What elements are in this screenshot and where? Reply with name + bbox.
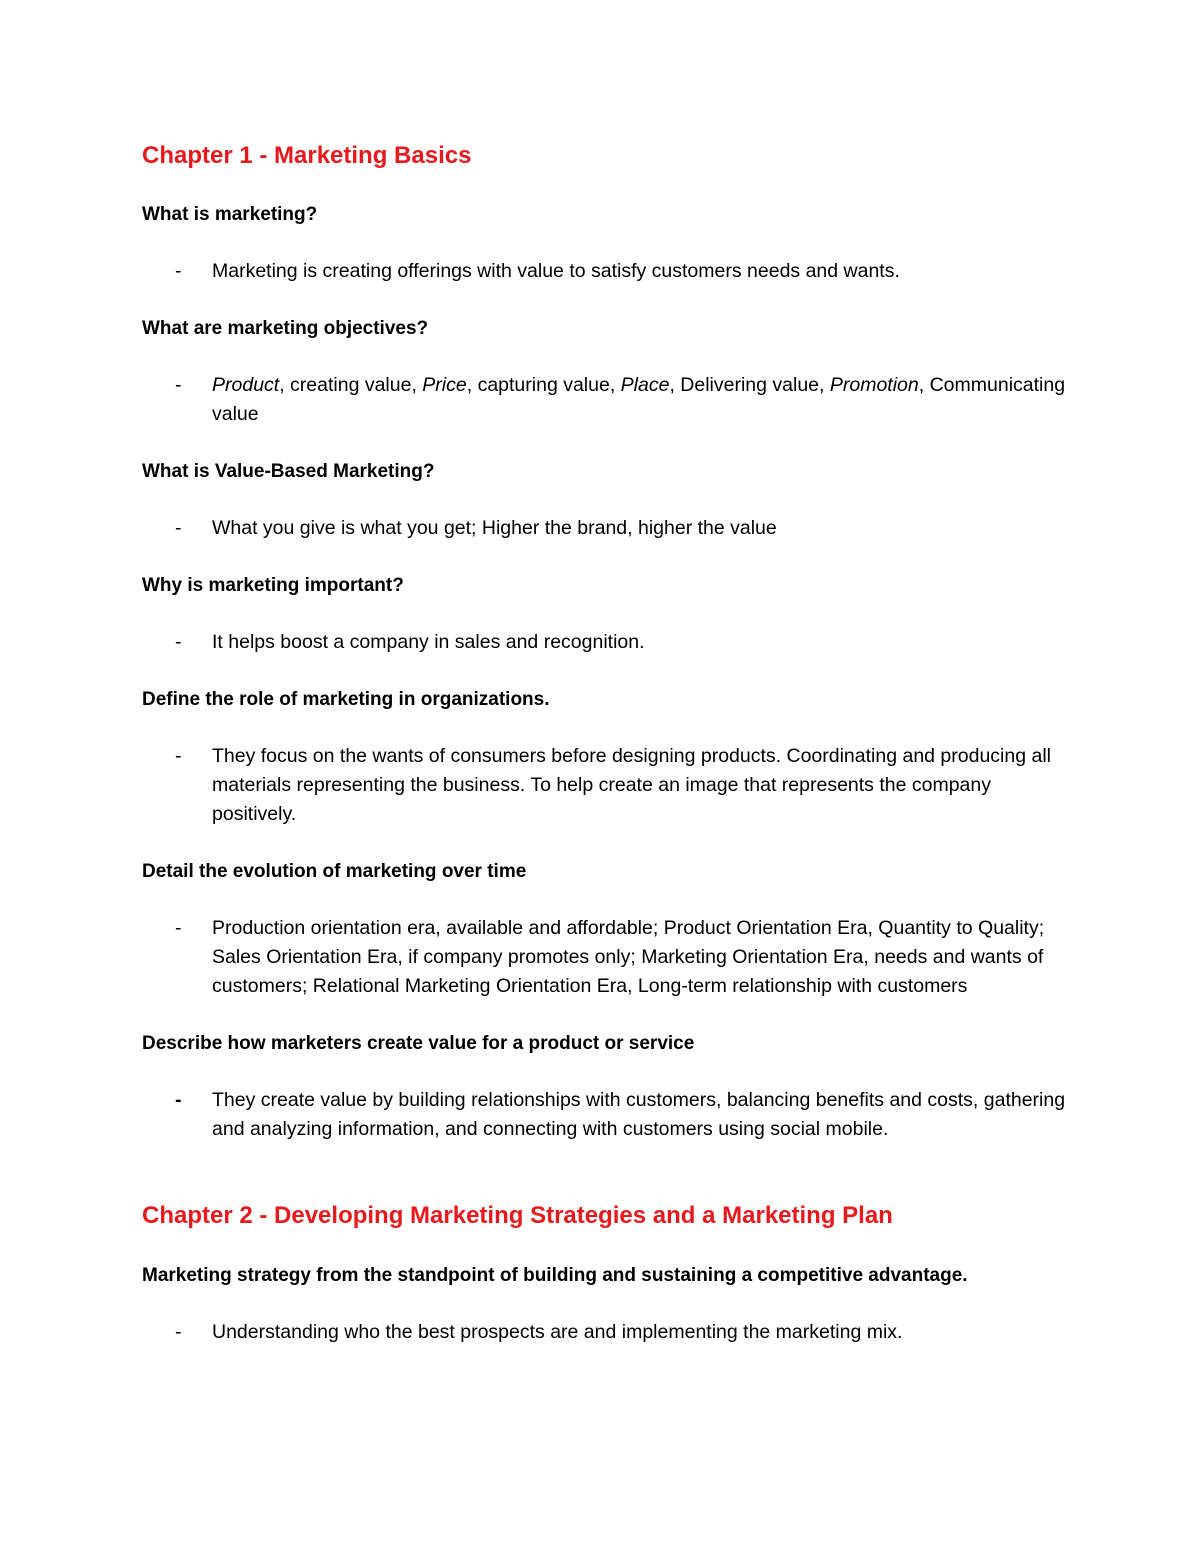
question-evolution-of-marketing: Detail the evolution of marketing over time	[142, 861, 527, 882]
question-role-of-marketing: Define the role of marketing in organizations.	[142, 689, 550, 710]
question-create-value: Describe how marketers create value for a product or service	[142, 1033, 695, 1054]
bullet-dash: -	[175, 374, 182, 396]
answer-text: , Communicating value	[212, 374, 1066, 425]
term-price: Price	[422, 374, 467, 396]
question-why-marketing-important: Why is marketing important?	[142, 575, 404, 596]
question-value-based-marketing: What is Value-Based Marketing?	[142, 461, 435, 482]
answer-create-value	[142, 1086, 1072, 1144]
answer-text: Marketing is creating offerings with value to satisfy customers needs and wants.	[212, 260, 900, 282]
answer-text: They create value by building relationships with customers, balancing benefits and costs, gathering and analyzing information, and connecting with customers using social mobile.	[212, 1089, 1066, 1140]
answer-text: , capturing value,	[466, 374, 621, 396]
answer-text: They focus on the wants of consumers before designing products. Coordinating and producing all materials representing the business. To help create an image that represents the company positively.	[212, 745, 1052, 825]
question-marketing-objectives: What are marketing objectives?	[142, 318, 429, 339]
bullet-dash: -	[175, 1089, 182, 1111]
document-page	[142, 140, 1072, 1347]
answer-text: What you give is what you get; Higher the brand, higher the value	[212, 517, 777, 539]
answer-role-of-marketing	[142, 742, 1072, 829]
term-product: Product	[212, 374, 280, 396]
answer-what-is-marketing	[142, 257, 1072, 286]
answer-why-marketing-important	[142, 628, 1072, 657]
answer-text: Understanding who the best prospects are and implementing the marketing mix.	[212, 1321, 903, 1343]
answer-text: It helps boost a company in sales and recognition.	[212, 631, 645, 653]
answer-marketing-strategy	[142, 1318, 1072, 1347]
answer-marketing-objectives	[142, 371, 1072, 429]
bullet-dash: -	[175, 745, 182, 767]
bullet-dash: -	[175, 631, 182, 653]
answer-text: , Delivering value,	[669, 374, 830, 396]
question-marketing-strategy: Marketing strategy from the standpoint of building and sustaining a competitive advantage.	[142, 1265, 968, 1286]
bullet-dash: -	[175, 517, 182, 539]
answer-text: , creating value,	[279, 374, 423, 396]
question-what-is-marketing: What is marketing?	[142, 204, 318, 225]
answer-evolution-of-marketing	[142, 914, 1072, 1001]
chapter-2-title: Chapter 2 - Developing Marketing Strategies and a Marketing Plan	[142, 1202, 893, 1229]
bullet-dash: -	[175, 1321, 182, 1343]
bullet-dash: -	[175, 917, 182, 939]
bullet-dash: -	[175, 260, 182, 282]
term-promotion: Promotion	[829, 374, 919, 396]
chapter-1-title: Chapter 1 - Marketing Basics	[142, 142, 472, 169]
answer-text: Production orientation era, available and affordable; Product Orientation Era, Quantity to Quality; Sales Orientation Era, if company promotes only; Marketing Orientation Era, needs and wants of customers; Relational Marketing Orientation Era, Long-term relationship with customers	[212, 917, 1045, 997]
answer-value-based-marketing	[142, 514, 1072, 543]
term-place: Place	[620, 374, 670, 396]
